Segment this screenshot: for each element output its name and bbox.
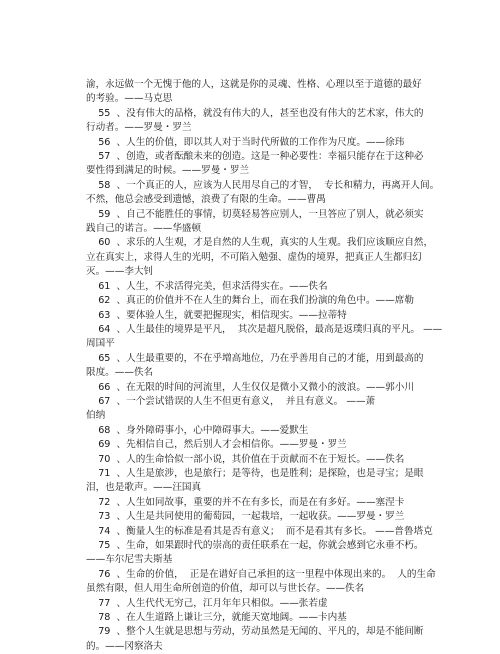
quote-paragraph: 59 、自己不能胜任的事情，切莫轻易答应别人，一旦答应了别人，就必须实 践自己的诺言。——华盛顿 <box>86 208 424 235</box>
quote-paragraph: 71 、人生是旅涉，也是旅行；是等待，也是胜利；是探险，也是寻宝；是眼 泪，也是歌声。——汪国真 <box>86 467 424 494</box>
quote-paragraph: 72 、人生如同故事，重要的并不在有多长，而是在有多好。——塞涅卡 <box>86 496 405 508</box>
quote-paragraph: 65 、人生最重要的，不在乎増高地位，乃在乎善用自己的才能，用到最高的 限度。——佚名 <box>86 352 424 379</box>
quote-paragraph: 61 、人生，不求活得完美，但求活得实在。——佚名 <box>86 280 328 292</box>
quote-paragraph: 66 、在无限的时间的河流里，人生仅仅是微小又微小的波浪。——郭小川 <box>86 381 414 393</box>
quote-paragraph: 渝，永远做一个无愧于他的人，这就是你的灵魂、性格、心理以至于道德的最好 的考验。——马克思 <box>86 79 422 105</box>
quote-paragraph: 64 、人生最佳的境界是平凡， 其次是超凡脱俗，最高是返璞归真的平凡。 —— 周国平 <box>86 323 443 350</box>
quote-paragraph: 73 、人生是共同使用的葡萄园，一起栽培，一起收获。——罗曼・罗兰 <box>86 511 405 523</box>
quote-paragraph: 70 、人的生命恰似一部小说，其价值在于贡献而不在于短长。——佚名 <box>86 453 405 465</box>
quote-paragraph: 63 、要体验人生，就要把握现实，相信现实。——拉蒂特 <box>86 309 347 321</box>
quote-paragraph: 68 、身外障碍事小，心中障碍事大。——爱默生 <box>86 424 309 436</box>
quote-paragraph: 69 、先相信自己，然后别人才会相信你。——罗曼・罗兰 <box>86 439 347 451</box>
quote-paragraph: 55 、没有伟大的品格，就没有伟大的人，甚至也没有伟大的艺术家，伟大的 行动者。——罗曼・罗兰 <box>86 107 424 134</box>
quote-paragraph: 62 、真正的价值并不在人生的舞台上，而在我们扮演的角色中。——席勒 <box>86 295 414 307</box>
quote-paragraph: 60 、求乐的人生观，才是自然的人生观，真实的人生观。我们应该顺应自然， 立在真实上，求得人生的光明，不可陷入勉强、虚伪的境界，把真正人生都归幻 灭。——李大钊 <box>86 237 434 278</box>
quote-paragraph: 56 、人生的价值，即以其人对于当时代所做的工作作为尺度。——徐玮 <box>86 136 405 148</box>
quote-paragraph: 74 、衡量人生的标准是看其是否有意义； 而不是看其有多长。 ——普鲁塔克 <box>86 525 433 537</box>
quote-paragraph: 76 、生命的价值， 正是在谱好自己承担的这一里程中体现出来的。 人的生命 虽然有限，但人用生命所创造的价值，却可以与世长存。——佚名 <box>86 568 436 595</box>
quote-paragraph: 57 、创造，或者酝酿未来的创造。这是一种必要性：幸福只能存在于这种必 要性得到满足的时候。——罗曼・罗兰 <box>86 151 424 177</box>
quote-paragraph: 79 、整个人生就是思想与劳动，劳动虽然是无闻的、平凡的，却是不能间断 的。——冈察洛夫 <box>86 626 424 652</box>
quote-paragraph: 67 、一个尝试错误的人生不但更有意义， 并且有意义。 ——萧 伯纳 <box>86 395 376 422</box>
quote-paragraph: 78 、在人生道路上谦让三分，就能天宽地阔。——卡内基 <box>86 612 347 624</box>
quote-paragraph: 75 、生命，如果跟时代的崇高的责任联系在一起，你就会感到它永垂不朽。 ——车尔尼雪夫斯基 <box>86 540 424 566</box>
quote-paragraph: 77 、人生代代无穷己，江月年年只相似。——张若虚 <box>86 597 328 609</box>
quote-paragraph: 58 、一个真正的人，应该为人民用尽自己的才智， 专长和精力，再离开人间。 不然，他总会感受到遗憾，浪费了有限的生命。——曹禺 <box>86 179 440 206</box>
